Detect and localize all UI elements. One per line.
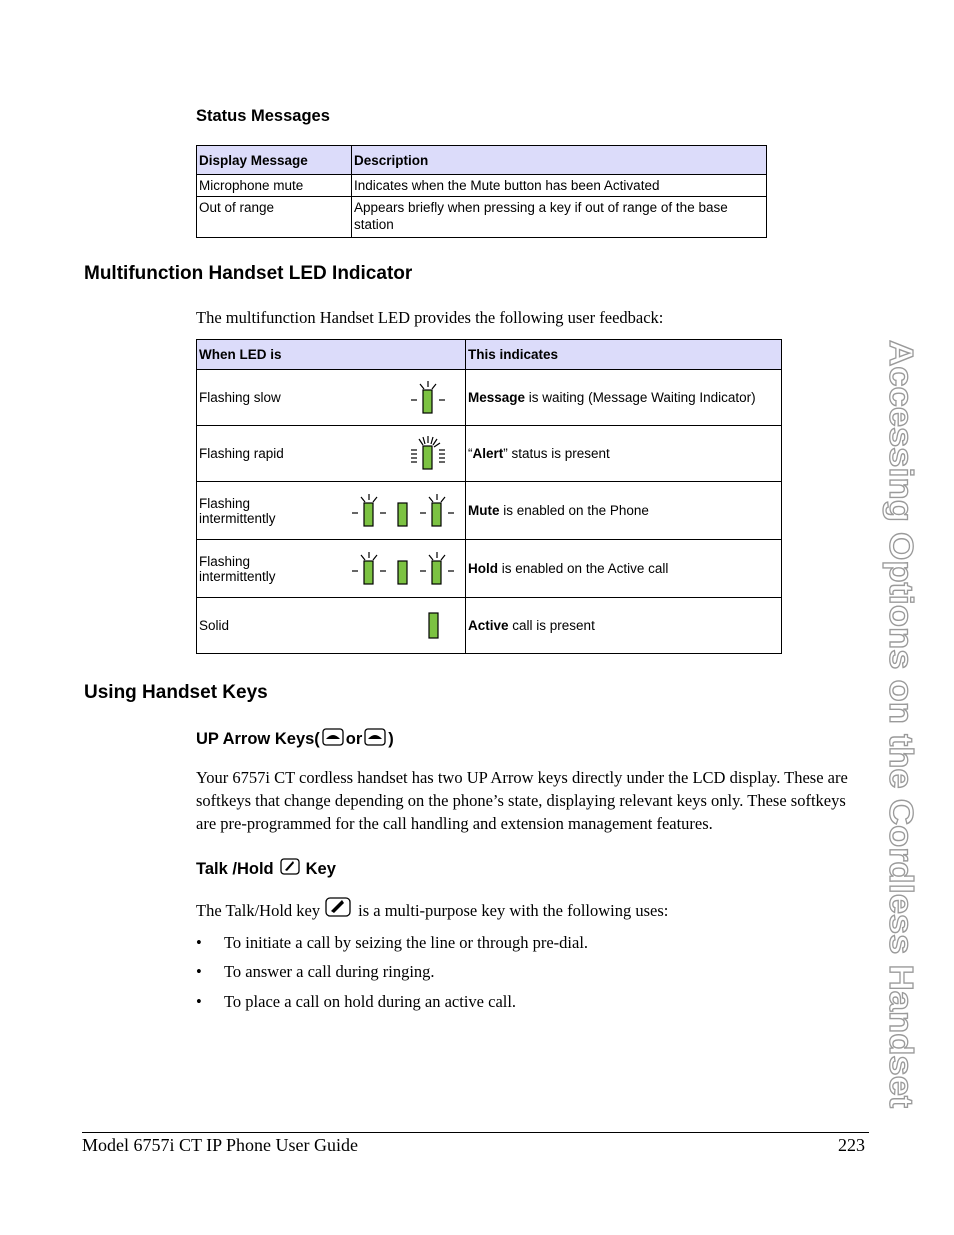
table-header-row [197,146,767,175]
column-header: This indicates [466,340,782,370]
footer-title: Model 6757i CT IP Phone User Guide [82,1135,358,1155]
list-item: • To place a call on hold during an active call. [196,992,517,1011]
talk-hold-paragraph [196,897,668,923]
column-header: Description [352,146,767,175]
up-arrow-key-icon [322,728,344,751]
footer-divider [82,1132,869,1133]
table-cell: Microphone mute [197,175,352,197]
table-cell [197,370,466,426]
table-header-row [197,340,782,370]
column-header: When LED is [197,340,466,370]
table-cell [197,540,466,598]
table-cell: Appears briefly when pressing a key if out of range of the base station [352,197,767,238]
led-state-label: Flashing intermittently [199,553,276,584]
led-meaning-text: ” status is present [503,446,610,461]
led-state-label: Flashing rapid [199,446,284,461]
talk-hold-key-icon [280,858,300,880]
up-arrow-heading [196,728,394,751]
column-header: Display Message [197,146,352,175]
led-meaning-bold: Hold [468,561,498,576]
talk-hold-heading-start: Talk /Hold [196,859,274,878]
led-solid-icon [427,611,441,641]
table-cell: Indicates when the Mute button has been Activated [352,175,767,197]
list-item: • To initiate a call by seizing the line or through pre-dial. [196,933,589,952]
talk-hold-heading [196,858,336,880]
up-arrow-key-icon [364,728,386,751]
led-state-label: Solid [199,618,230,633]
led-section-heading: Multifunction Handset LED Indicator [84,263,413,284]
table-row [197,197,767,238]
led-meaning-text: is enabled on the Active call [498,561,669,576]
status-messages-table [196,145,767,238]
up-arrow-paragraph: Your 6757i CT cordless handset has two UP Arrow keys directly under the LCD display. These are softkeys that change depending on the phone’s state, displaying relevant keys only. These softkeys are pre-programmed for the call handling and extension management features. [196,768,848,833]
led-meaning-text: is waiting (Message Waiting Indicator) [525,390,756,405]
table-row [197,482,782,540]
up-arrow-heading-or: or [345,730,363,748]
led-meaning-text: is enabled on the Phone [499,503,649,518]
led-meaning-bold: Active [468,618,509,633]
led-intro-text: The multifunction Handset LED provides the following user feedback: [196,308,664,327]
up-arrow-heading-start: UP Arrow Keys( [196,730,320,748]
status-messages-heading: Status Messages [196,107,330,125]
bullet-text: To answer a call during ringing. [224,962,435,981]
led-meaning-bold: Mute [468,503,500,518]
led-meaning-text: call is present [508,618,595,633]
table-cell [197,482,466,540]
talk-hold-para-end: is a multi-purpose key with the following uses: [358,900,669,920]
led-flashing-intermittent-icon [351,491,455,531]
led-meaning-pre: “ [468,446,473,461]
table-cell: Out of range [197,197,352,238]
table-cell [466,370,782,426]
keys-section-heading: Using Handset Keys [84,682,268,703]
table-cell [466,598,782,654]
led-flashing-rapid-icon [409,434,447,474]
led-meaning-bold: Alert [472,446,504,461]
table-cell [197,598,466,654]
table-row [197,175,767,197]
bullet-text: To place a call on hold during an active call. [224,992,517,1011]
table-cell [466,482,782,540]
list-item: • To answer a call during ringing. [196,962,435,981]
table-row [197,598,782,654]
led-flashing-intermittent-icon [351,549,455,589]
led-meaning-bold: Message [468,390,526,405]
bullet-text: To initiate a call by seizing the line or through pre-dial. [224,933,589,952]
led-state-label: Flashing intermittently [199,495,276,526]
side-chapter-tab [878,340,926,1110]
table-cell [466,426,782,482]
table-cell [466,540,782,598]
talk-hold-heading-end: Key [305,859,336,878]
side-chapter-title: Accessing Options on the Cordless Handset [883,340,920,1037]
table-row [197,370,782,426]
up-arrow-heading-end: ) [388,730,394,748]
table-row [197,540,782,598]
talk-hold-key-icon [325,897,351,923]
table-row [197,426,782,482]
page-number: 223 [838,1135,865,1155]
led-state-label: Flashing slow [199,390,281,405]
led-table [196,339,782,654]
led-flashing-slow-icon [409,378,447,418]
talk-hold-bullet-list [196,931,588,1013]
table-cell [197,426,466,482]
talk-hold-para-start: The Talk/Hold key [196,900,321,920]
